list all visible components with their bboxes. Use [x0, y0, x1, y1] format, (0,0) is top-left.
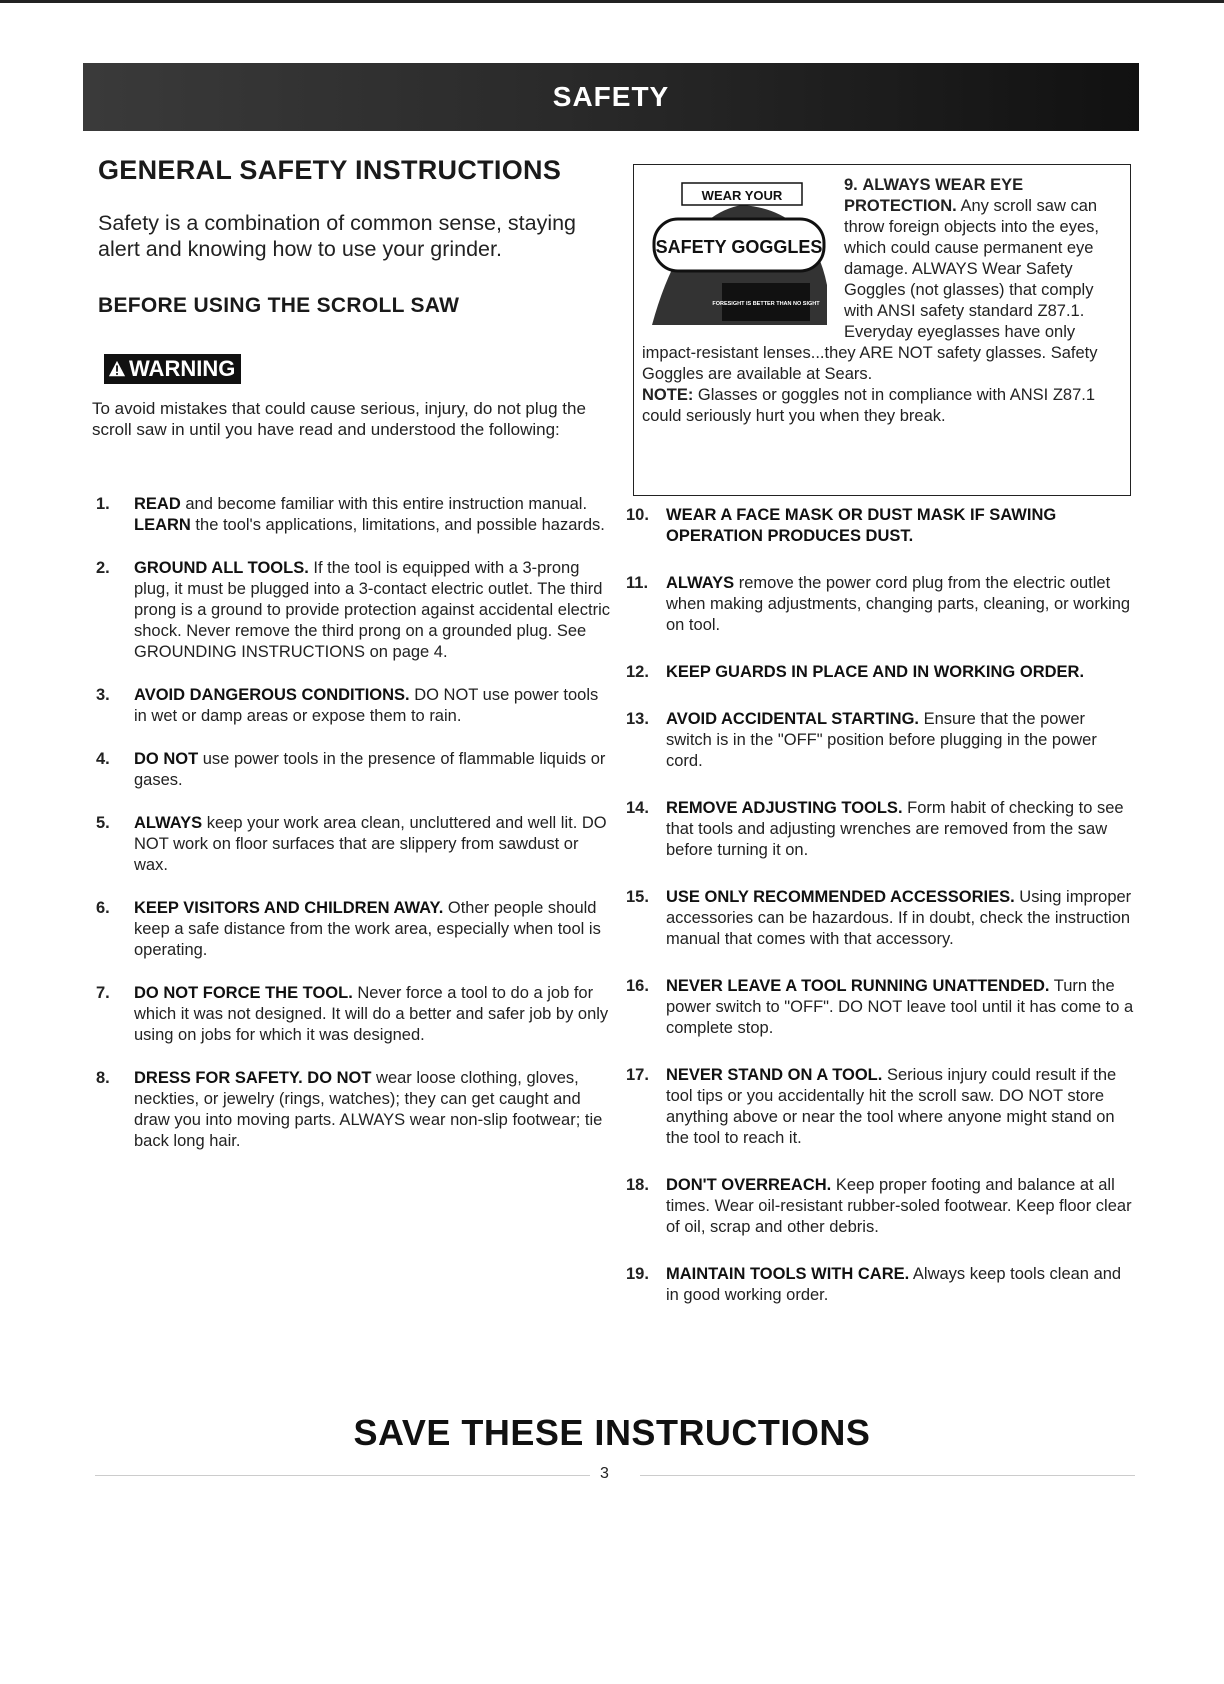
item-lead-text: DON'T OVERREACH. — [666, 1176, 832, 1194]
item-lead-text: KEEP GUARDS IN PLACE AND IN WORKING ORDER. — [666, 663, 1085, 681]
item-number: 5. — [96, 814, 110, 832]
item-number: 17. — [626, 1066, 649, 1084]
item-body — [134, 1068, 612, 1152]
item-number: 3. — [96, 686, 110, 704]
list-item — [92, 813, 612, 876]
eye-protection-box — [633, 164, 1131, 496]
item-text: use power tools in the presence of flammable liquids or gases. — [134, 750, 606, 789]
list-item — [92, 558, 612, 663]
footer-rule-left — [95, 1475, 590, 1476]
item-number: 1. — [96, 495, 110, 513]
goggles-bottom-text: FORESIGHT IS BETTER THAN NO SIGHT — [712, 301, 820, 307]
item-lead-text: DRESS FOR SAFETY. DO NOT — [134, 1069, 372, 1087]
item-lead-text: NEVER STAND ON A TOOL. — [666, 1066, 883, 1084]
item-text: Always keep tools clean and in good working order. — [666, 1265, 1122, 1304]
item-text: wear loose clothing, gloves, neckties, or jewelry (rings, watches); they can get caught and draw you into moving parts. ALWAYS wear non-slip footwear; tie back long hair. — [134, 1069, 603, 1150]
list-item — [622, 505, 1134, 547]
item-body — [666, 798, 1134, 861]
item-9-lead: ALWAYS WEAR EYE PROTECTION. — [844, 176, 1024, 215]
item-text: Ensure that the power switch is in the "OFF" position before plugging in the power cord. — [666, 710, 1097, 770]
item-body — [134, 685, 612, 727]
list-item — [622, 1264, 1134, 1306]
item-lead-text: WEAR A FACE MASK OR DUST MASK IF SAWING OPERATION PRODUCES DUST. — [666, 506, 1057, 545]
warning-triangle-icon — [108, 360, 126, 378]
item-number: 14. — [626, 799, 649, 817]
item-body — [134, 494, 612, 536]
list-item — [622, 887, 1134, 950]
item-lead-text: AVOID DANGEROUS CONDITIONS. — [134, 686, 410, 704]
item-lead-text: ALWAYS — [666, 574, 735, 592]
left-column-header — [92, 155, 612, 440]
list-item — [92, 898, 612, 961]
item-lead-text: READ — [134, 495, 181, 513]
item-text: DO NOT use power tools in wet or damp areas or expose them to rain. — [134, 686, 599, 725]
note-lead: NOTE: — [642, 386, 694, 404]
item-body — [666, 887, 1134, 950]
list-item — [92, 494, 612, 536]
item-number: 18. — [626, 1176, 649, 1194]
item-text: Using improper accessories can be hazardous. If in doubt, check the instruction manual that comes with that accessory. — [666, 888, 1132, 948]
list-item — [622, 798, 1134, 861]
item-lead-text: USE ONLY RECOMMENDED ACCESSORIES. — [666, 888, 1015, 906]
item-number: 7. — [96, 984, 110, 1002]
list-item — [92, 685, 612, 727]
item-body — [666, 709, 1134, 772]
footer-rule-right — [640, 1475, 1135, 1476]
item-lead-text: DO NOT — [134, 750, 199, 768]
item-body — [666, 573, 1134, 636]
warning-label: WARNING — [129, 356, 236, 381]
warning-text: To avoid mistakes that could cause serious, injury, do not plug the scroll saw in until you have read and understood the following: — [92, 399, 586, 439]
top-rule — [0, 0, 1224, 3]
list-item — [622, 1175, 1134, 1238]
item-lead-text: REMOVE ADJUSTING TOOLS. — [666, 799, 903, 817]
item-number: 8. — [96, 1069, 110, 1087]
list-item — [622, 976, 1134, 1039]
item-lead-text: DO NOT FORCE THE TOOL. — [134, 984, 353, 1002]
page-number: 3 — [600, 1465, 609, 1482]
item-text: Never force a tool to do a job for which it was not designed. It will do a better and safer job by only using on jobs for which it was designed. — [134, 984, 609, 1044]
item-body — [134, 813, 612, 876]
item-number: 11. — [626, 574, 649, 592]
item-text: remove the power cord plug from the electric outlet when making adjustments, changing parts, cleaning, or working on tool. — [666, 574, 1131, 634]
item-text: keep your work area clean, uncluttered and well lit. DO NOT work on floor surfaces that are slippery from sawdust or wax. — [134, 814, 607, 874]
item-number: 10. — [626, 506, 649, 524]
item-lead-text: ALWAYS — [134, 814, 203, 832]
list-item — [92, 749, 612, 791]
safety-list-left — [92, 494, 612, 1174]
goggles-top-text: WEAR YOUR — [701, 188, 783, 203]
item-body — [666, 1264, 1134, 1306]
safety-list-right — [622, 505, 1134, 1332]
item-lead-text: AVOID ACCIDENTAL STARTING. — [666, 710, 919, 728]
item-9-text: Any scroll saw can throw foreign objects into the eyes, which could cause permanent eye damage. ALWAYS Wear Safety Goggles (not glasses) that comply with ANSI safety standard Z87.1. Everyday eyeglasses have only impact-resistant lenses...they ARE NOT safety glasses. Safety Goggles are available at Sears. — [642, 197, 1099, 383]
item-number: 2. — [96, 559, 110, 577]
note-text: Glasses or goggles not in compliance with ANSI Z87.1 could seriously hurt you when they break. — [642, 386, 1096, 425]
item-body — [666, 1175, 1134, 1238]
item-lead-text: MAINTAIN TOOLS WITH CARE. — [666, 1265, 910, 1283]
before-using-heading: BEFORE USING THE SCROLL SAW — [98, 294, 460, 317]
item-body — [666, 1065, 1134, 1149]
list-item — [622, 662, 1134, 683]
list-item — [622, 573, 1134, 636]
section-banner — [83, 63, 1139, 131]
item-text: Keep proper footing and balance at all times. Wear oil-resistant rubber-soled footwear. Keep floor clear of oil, scrap and other debris. — [666, 1176, 1132, 1236]
list-item — [622, 1065, 1134, 1149]
item-text: Turn the power switch to "OFF". DO NOT leave tool until it has come to a complete stop. — [666, 977, 1134, 1037]
safety-goggles-icon — [642, 175, 834, 329]
item-lead-text: NEVER LEAVE A TOOL RUNNING UNATTENDED. — [666, 977, 1050, 995]
item-number: 12. — [626, 663, 649, 681]
warning-badge — [104, 354, 241, 384]
item-text: If the tool is equipped with a 3-prong plug, it must be plugged into a 3-contact electric outlet. The third prong is a ground to provide protection against accidental electric shock. Never remove the third prong on a grounded plug. See GROUNDING INSTRUCTIONS on page 4. — [134, 559, 611, 661]
item-body — [134, 749, 612, 791]
item-number: 6. — [96, 899, 110, 917]
item-text: Serious injury could result if the tool tips or you accidentally hit the scroll saw. DO NOT store anything above or near the tool where anyone might stand on the tool to reach it. — [666, 1066, 1117, 1147]
list-item — [92, 983, 612, 1046]
banner-title: SAFETY — [552, 81, 670, 112]
item-text: Form habit of checking to see that tools and adjusting wrenches are removed from the saw before turning it on. — [666, 799, 1124, 859]
item-lead-text: GROUND ALL TOOLS. — [134, 559, 309, 577]
item-9-number: 9. — [844, 176, 858, 194]
item-body — [666, 505, 1134, 547]
item-lead-text: KEEP VISITORS AND CHILDREN AWAY. — [134, 899, 444, 917]
item-number: 16. — [626, 977, 649, 995]
general-safety-heading: GENERAL SAFETY INSTRUCTIONS — [98, 155, 562, 185]
item-number: 4. — [96, 750, 110, 768]
item-number: 19. — [626, 1265, 649, 1283]
item-lead-text: LEARN — [134, 516, 191, 534]
list-item — [622, 709, 1134, 772]
item-text: the tool's applications, limitations, and possible hazards. — [190, 516, 605, 534]
save-instructions-title: SAVE THESE INSTRUCTIONS — [353, 1412, 871, 1453]
goggles-main-text: SAFETY GOGGLES — [655, 237, 823, 257]
item-text: and become familiar with this entire instruction manual. — [180, 495, 588, 513]
list-item — [92, 1068, 612, 1152]
item-body — [134, 558, 612, 663]
item-body — [666, 662, 1134, 683]
item-text: Other people should keep a safe distance from the work area, especially when tool is operating. — [134, 899, 601, 959]
intro-paragraph: Safety is a combination of common sense, staying alert and knowing how to use your grinder. — [98, 211, 577, 261]
item-number: 13. — [626, 710, 649, 728]
item-body — [134, 983, 612, 1046]
item-body — [134, 898, 612, 961]
item-number: 15. — [626, 888, 649, 906]
item-body — [666, 976, 1134, 1039]
